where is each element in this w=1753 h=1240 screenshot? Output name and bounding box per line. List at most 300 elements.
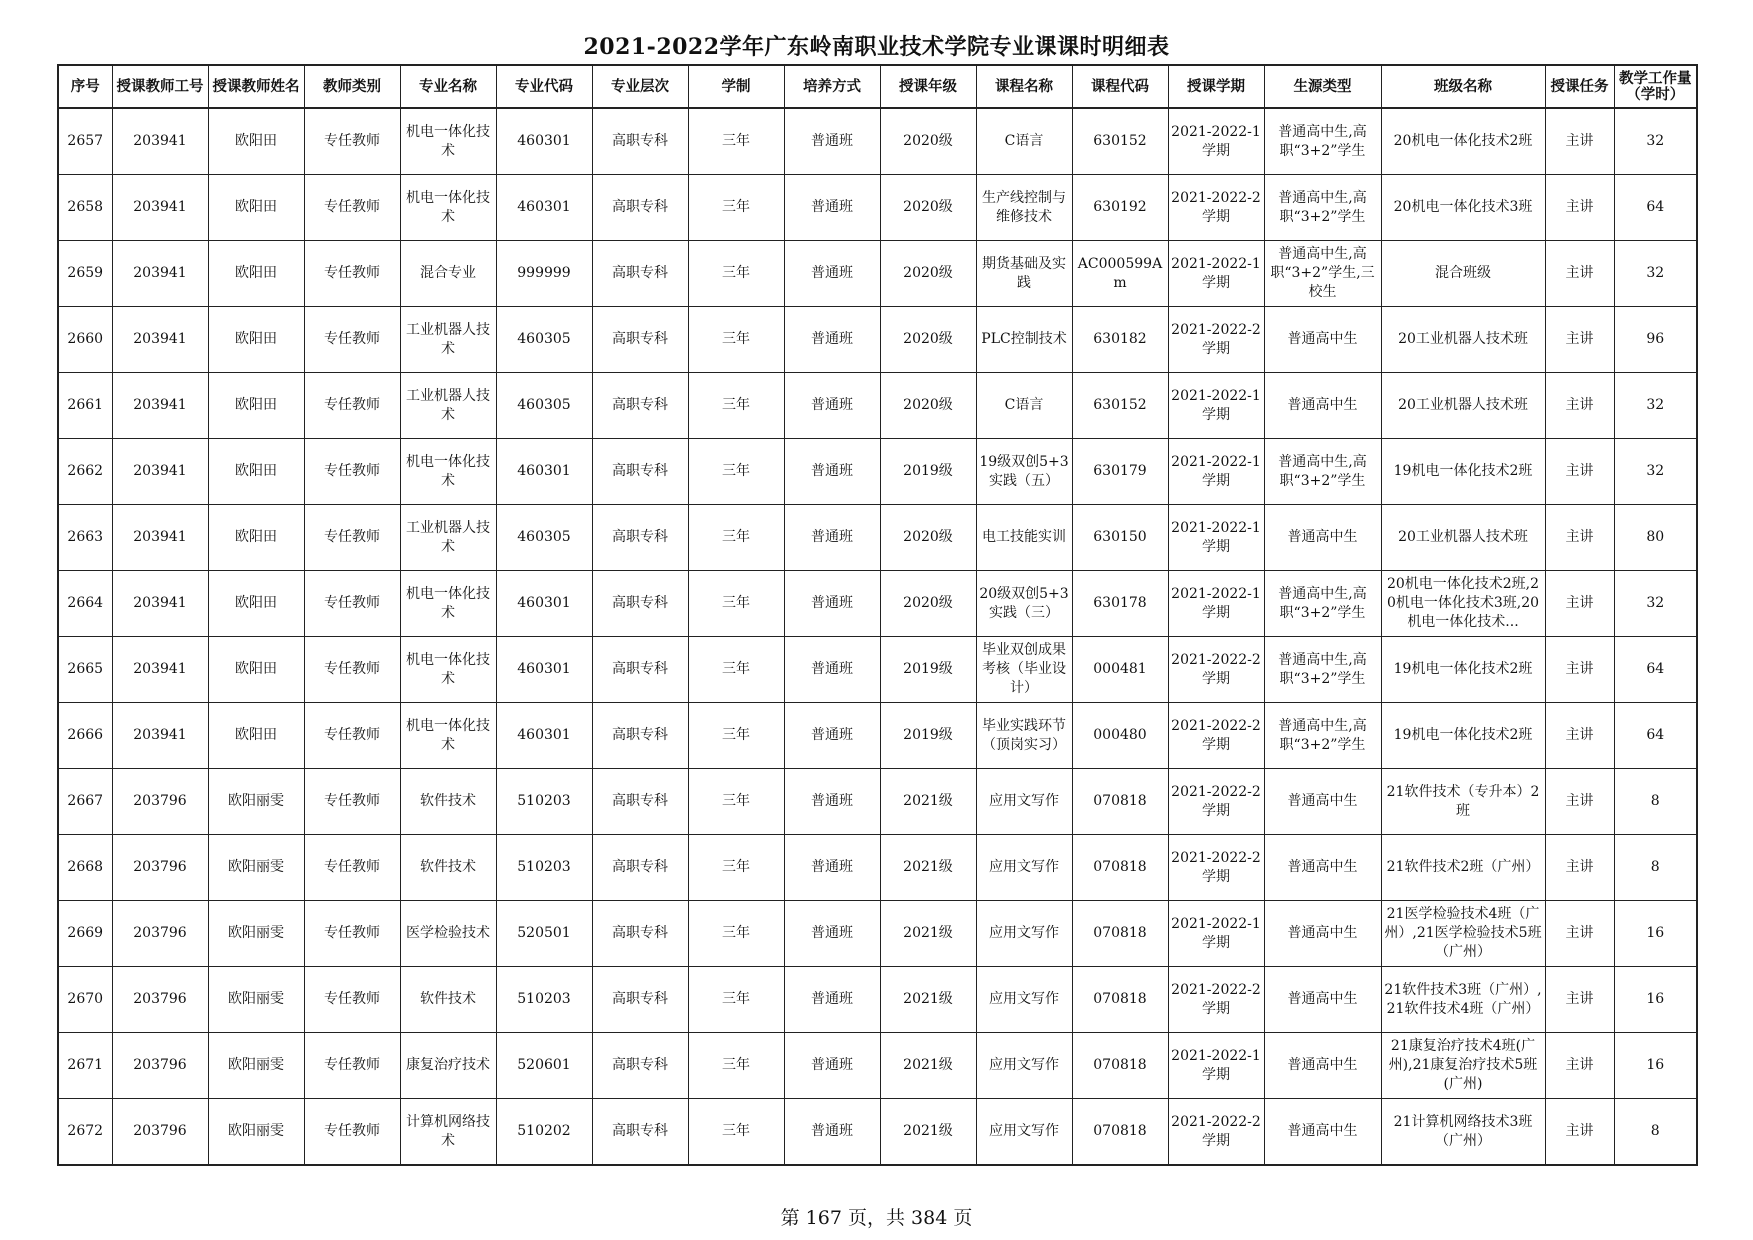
- table-cell: [784, 373, 880, 439]
- table-cell: [1072, 307, 1168, 373]
- table-row: [58, 769, 1697, 835]
- table-cell: [592, 835, 688, 901]
- table-cell: [1072, 1033, 1168, 1099]
- table-cell: [400, 175, 496, 241]
- table-cell: [592, 175, 688, 241]
- table-cell: [1264, 439, 1381, 505]
- cell-text: 主讲: [1565, 529, 1594, 545]
- table-cell: [1545, 835, 1614, 901]
- table-cell: [1381, 505, 1545, 571]
- cell-text: 普通高中生,高职“3+2”学生: [1278, 717, 1367, 753]
- table-cell: [58, 637, 112, 703]
- cell-text: 2021-2022-2学期: [1171, 651, 1261, 687]
- cell-text: 16: [1646, 991, 1665, 1007]
- table-cell: [1614, 1033, 1697, 1099]
- table-cell: [592, 108, 688, 175]
- cell-text: 20机电一体化技术3班: [1393, 199, 1533, 215]
- cell-text: 主讲: [1565, 397, 1594, 413]
- table-cell: [112, 241, 208, 307]
- table-cell: [1545, 175, 1614, 241]
- cell-text: 2663: [67, 529, 104, 545]
- cell-text: 460305: [517, 397, 571, 413]
- cell-text: 80: [1646, 529, 1665, 545]
- cell-text: 2660: [67, 331, 104, 347]
- table-cell: [688, 967, 784, 1033]
- table-row: [58, 835, 1697, 901]
- table-row: [58, 175, 1697, 241]
- cell-text: 高职专科: [612, 331, 668, 347]
- table-cell: [1381, 108, 1545, 175]
- cell-text: 070818: [1093, 925, 1147, 941]
- cell-text: 203941: [133, 331, 187, 347]
- cell-text: 000481: [1093, 661, 1147, 677]
- table-cell: [592, 241, 688, 307]
- cell-text: 专任教师: [324, 133, 380, 149]
- cell-text: 高职专科: [612, 925, 668, 941]
- table-cell: [112, 1099, 208, 1166]
- cell-text: 21计算机网络技术3班（广州）: [1393, 1113, 1533, 1149]
- cell-text: 2020级: [903, 331, 953, 347]
- table-cell: [592, 571, 688, 637]
- cell-text: 20工业机器人技术班: [1398, 331, 1528, 347]
- table-cell: [1168, 175, 1264, 241]
- table-cell: [1264, 967, 1381, 1033]
- cell-text: 2658: [67, 199, 104, 215]
- cell-text: 软件技术: [420, 793, 476, 809]
- cell-text: 630150: [1093, 529, 1147, 545]
- table-cell: [1264, 1099, 1381, 1166]
- cell-text: 高职专科: [612, 595, 668, 611]
- cell-text: 19机电一体化技术2班: [1393, 727, 1533, 743]
- table-cell: [304, 108, 400, 175]
- table-cell: [1614, 373, 1697, 439]
- table-cell: [1614, 835, 1697, 901]
- table-row: [58, 307, 1697, 373]
- cell-text: 欧阳丽雯: [228, 1057, 284, 1073]
- table-cell: [112, 901, 208, 967]
- column-header: 授课年级: [880, 65, 976, 108]
- cell-text: 21康复治疗技术4班(广州),21康复治疗技术5班(广州): [1388, 1038, 1538, 1092]
- cell-text: 2671: [67, 1057, 104, 1073]
- cell-text: 三年: [722, 529, 750, 545]
- table-cell: [1072, 637, 1168, 703]
- cell-text: 普通高中生,高职“3+2”学生,三校生: [1270, 246, 1375, 300]
- cell-text: C语言: [1004, 133, 1044, 149]
- cell-text: 普通高中生: [1287, 529, 1358, 545]
- table-row: [58, 637, 1697, 703]
- table-cell: [304, 241, 400, 307]
- cell-text: 19级双创5+3实践（五）: [979, 453, 1069, 489]
- table-cell: [400, 571, 496, 637]
- table-cell: [58, 1099, 112, 1166]
- table-cell: [1168, 967, 1264, 1033]
- table-cell: [784, 967, 880, 1033]
- table-cell: [58, 175, 112, 241]
- cell-text: 070818: [1093, 1057, 1147, 1073]
- cell-text: 2020级: [903, 529, 953, 545]
- table-cell: [688, 769, 784, 835]
- cell-text: 2665: [67, 661, 104, 677]
- cell-text: 混合专业: [420, 265, 476, 281]
- cell-text: 203796: [133, 925, 187, 941]
- cell-text: 19机电一体化技术2班: [1393, 661, 1533, 677]
- table-cell: [784, 175, 880, 241]
- cell-text: 460301: [517, 727, 571, 743]
- table-cell: [304, 1099, 400, 1166]
- cell-text: 机电一体化技术: [406, 189, 490, 225]
- cell-text: 21软件技术3班（广州）,21软件技术4班（广州）: [1384, 981, 1542, 1017]
- table-cell: [304, 307, 400, 373]
- cell-text: 专任教师: [324, 331, 380, 347]
- cell-text: 203796: [133, 991, 187, 1007]
- table-cell: [1168, 307, 1264, 373]
- cell-text: 主讲: [1565, 595, 1594, 611]
- table-cell: [1381, 241, 1545, 307]
- cell-text: 普通班: [811, 463, 853, 479]
- table-cell: [58, 571, 112, 637]
- table-cell: [1264, 505, 1381, 571]
- cell-text: 510203: [517, 859, 571, 875]
- cell-text: 专任教师: [324, 1123, 380, 1139]
- cell-text: 三年: [722, 199, 750, 215]
- cell-text: 20工业机器人技术班: [1398, 529, 1528, 545]
- table-cell: [1381, 571, 1545, 637]
- cell-text: 999999: [517, 265, 571, 281]
- cell-text: 生产线控制与维修技术: [982, 189, 1066, 225]
- cell-text: 2021级: [903, 1057, 953, 1073]
- cell-text: 普通高中生: [1287, 793, 1358, 809]
- table-cell: [1381, 835, 1545, 901]
- cell-text: 欧阳田: [235, 529, 277, 545]
- cell-text: 专任教师: [324, 463, 380, 479]
- table-cell: [592, 1099, 688, 1166]
- cell-text: 070818: [1093, 859, 1147, 875]
- cell-text: 主讲: [1565, 1123, 1594, 1139]
- table-cell: [1614, 967, 1697, 1033]
- table-row: [58, 901, 1697, 967]
- cell-text: 普通班: [811, 397, 853, 413]
- cell-text: 2020级: [903, 265, 953, 281]
- table-header-row: [58, 65, 1697, 108]
- cell-text: 普通高中生,高职“3+2”学生: [1278, 585, 1367, 621]
- table-cell: [58, 901, 112, 967]
- table-cell: [592, 637, 688, 703]
- cell-text: 20工业机器人技术班: [1398, 397, 1528, 413]
- table-cell: [688, 1033, 784, 1099]
- table-cell: [1545, 373, 1614, 439]
- table-cell: [784, 505, 880, 571]
- cell-text: 2021级: [903, 859, 953, 875]
- table-cell: [688, 241, 784, 307]
- table-cell: [112, 835, 208, 901]
- table-cell: [784, 901, 880, 967]
- table-cell: [400, 241, 496, 307]
- cell-text: 普通班: [811, 595, 853, 611]
- table-cell: [880, 967, 976, 1033]
- cell-text: 主讲: [1565, 331, 1594, 347]
- cell-text: 2661: [67, 397, 104, 413]
- table-cell: [1072, 571, 1168, 637]
- cell-text: PLC控制技术: [981, 331, 1067, 347]
- column-header: 授课学期: [1168, 65, 1264, 108]
- cell-text: 普通高中生: [1287, 991, 1358, 1007]
- cell-text: 64: [1646, 199, 1665, 215]
- table-cell: [1545, 1033, 1614, 1099]
- cell-text: 软件技术: [420, 859, 476, 875]
- cell-text: 510203: [517, 793, 571, 809]
- table-cell: [1072, 505, 1168, 571]
- table-cell: [304, 1033, 400, 1099]
- cell-text: 欧阳田: [235, 727, 277, 743]
- cell-text: 专任教师: [324, 793, 380, 809]
- table-cell: [208, 307, 304, 373]
- table-cell: [112, 439, 208, 505]
- cell-text: 高职专科: [612, 397, 668, 413]
- cell-text: 2668: [67, 859, 104, 875]
- cell-text: 毕业双创成果考核（毕业设计）: [982, 642, 1066, 696]
- cell-text: 203796: [133, 859, 187, 875]
- table-cell: [208, 1033, 304, 1099]
- cell-text: AC000599Am: [1077, 255, 1163, 291]
- cell-text: 应用文写作: [989, 1057, 1059, 1073]
- cell-text: 460301: [517, 595, 571, 611]
- cell-text: 460305: [517, 529, 571, 545]
- table-cell: [496, 901, 592, 967]
- cell-text: 2672: [67, 1123, 104, 1139]
- cell-text: 专任教师: [324, 1057, 380, 1073]
- table-cell: [1168, 1099, 1264, 1166]
- table-cell: [976, 967, 1072, 1033]
- table-cell: [112, 571, 208, 637]
- cell-text: 主讲: [1565, 661, 1594, 677]
- cell-text: 欧阳田: [235, 331, 277, 347]
- cell-text: 203796: [133, 1123, 187, 1139]
- cell-text: 普通班: [811, 265, 853, 281]
- table-cell: [400, 835, 496, 901]
- table-cell: [1168, 439, 1264, 505]
- course-hours-table: [57, 64, 1698, 1166]
- cell-text: 19机电一体化技术2班: [1393, 463, 1533, 479]
- cell-text: 主讲: [1565, 199, 1594, 215]
- cell-text: 普通班: [811, 859, 853, 875]
- cell-text: 主讲: [1565, 793, 1594, 809]
- cell-text: 21医学检验技术4班（广州）,21医学检验技术5班（广州）: [1384, 906, 1542, 960]
- table-cell: [1381, 439, 1545, 505]
- cell-text: 电工技能实训: [982, 529, 1066, 545]
- table-cell: [112, 1033, 208, 1099]
- table-cell: [976, 835, 1072, 901]
- cell-text: 2020级: [903, 133, 953, 149]
- cell-text: 软件技术: [420, 991, 476, 1007]
- table-cell: [1614, 108, 1697, 175]
- table-cell: [1614, 769, 1697, 835]
- table-cell: [1381, 967, 1545, 1033]
- table-cell: [592, 769, 688, 835]
- cell-text: 欧阳丽雯: [228, 925, 284, 941]
- cell-text: 2662: [67, 463, 104, 479]
- cell-text: 高职专科: [612, 199, 668, 215]
- table-cell: [1614, 571, 1697, 637]
- cell-text: 应用文写作: [989, 991, 1059, 1007]
- table-cell: [1545, 439, 1614, 505]
- cell-text: 普通高中生: [1287, 859, 1358, 875]
- table-cell: [688, 835, 784, 901]
- cell-text: 2021-2022-2学期: [1171, 1113, 1261, 1149]
- cell-text: 32: [1646, 595, 1665, 611]
- table-cell: [208, 637, 304, 703]
- table-cell: [208, 835, 304, 901]
- table-cell: [496, 175, 592, 241]
- table-cell: [976, 175, 1072, 241]
- table-cell: [688, 703, 784, 769]
- cell-text: 康复治疗技术: [406, 1057, 490, 1073]
- table-cell: [1072, 439, 1168, 505]
- table-cell: [1381, 769, 1545, 835]
- column-header: 教学工作量（学时）: [1614, 65, 1697, 108]
- table-cell: [1614, 1099, 1697, 1166]
- table-cell: [400, 901, 496, 967]
- cell-text: 专任教师: [324, 925, 380, 941]
- table-cell: [880, 373, 976, 439]
- table-cell: [880, 703, 976, 769]
- cell-text: 欧阳丽雯: [228, 859, 284, 875]
- cell-text: 32: [1646, 265, 1665, 281]
- cell-text: 2019级: [903, 727, 953, 743]
- table-cell: [1545, 967, 1614, 1033]
- cell-text: 普通班: [811, 727, 853, 743]
- table-cell: [880, 571, 976, 637]
- cell-text: 2021-2022-2学期: [1171, 783, 1261, 819]
- cell-text: 专任教师: [324, 529, 380, 545]
- page-footer: 第 167 页，共 384 页: [780, 1207, 973, 1229]
- table-cell: [1381, 1099, 1545, 1166]
- table-cell: [304, 637, 400, 703]
- cell-text: 三年: [722, 925, 750, 941]
- cell-text: 高职专科: [612, 265, 668, 281]
- table-cell: [1072, 835, 1168, 901]
- cell-text: 三年: [722, 991, 750, 1007]
- cell-text: 主讲: [1565, 727, 1594, 743]
- table-cell: [1545, 505, 1614, 571]
- column-header: 专业层次: [592, 65, 688, 108]
- table-cell: [1614, 703, 1697, 769]
- cell-text: 欧阳田: [235, 199, 277, 215]
- table-cell: [208, 703, 304, 769]
- table-cell: [880, 637, 976, 703]
- table-cell: [208, 1099, 304, 1166]
- table-row: [58, 108, 1697, 175]
- table-cell: [1264, 637, 1381, 703]
- cell-text: 三年: [722, 661, 750, 677]
- cell-text: 2657: [67, 133, 104, 149]
- table-cell: [1072, 175, 1168, 241]
- table-cell: [1168, 769, 1264, 835]
- cell-text: 2021级: [903, 1123, 953, 1139]
- table-row: [58, 505, 1697, 571]
- table-row: [58, 1033, 1697, 1099]
- table-cell: [496, 307, 592, 373]
- table-cell: [1168, 901, 1264, 967]
- table-cell: [880, 175, 976, 241]
- cell-text: 主讲: [1565, 1057, 1594, 1073]
- table-cell: [1168, 835, 1264, 901]
- cell-text: 203941: [133, 133, 187, 149]
- cell-text: 630182: [1093, 331, 1147, 347]
- cell-text: 2021-2022-1学期: [1171, 123, 1261, 159]
- column-header: 专业代码: [496, 65, 592, 108]
- cell-text: 460301: [517, 661, 571, 677]
- table-cell: [880, 505, 976, 571]
- cell-text: 计算机网络技术: [406, 1113, 490, 1149]
- table-cell: [496, 505, 592, 571]
- cell-text: 欧阳田: [235, 265, 277, 281]
- cell-text: 普通高中生: [1287, 331, 1358, 347]
- cell-text: 2021-2022-2学期: [1171, 321, 1261, 357]
- table-cell: [304, 439, 400, 505]
- table-cell: [112, 769, 208, 835]
- cell-text: 630179: [1093, 463, 1147, 479]
- cell-text: 203796: [133, 1057, 187, 1073]
- column-header: 序号: [58, 65, 112, 108]
- table-cell: [1381, 1033, 1545, 1099]
- table-cell: [496, 637, 592, 703]
- column-header: 授课教师姓名: [208, 65, 304, 108]
- cell-text: 专任教师: [324, 727, 380, 743]
- table-cell: [304, 373, 400, 439]
- table-cell: [496, 241, 592, 307]
- cell-text: 203941: [133, 463, 187, 479]
- table-cell: [1264, 703, 1381, 769]
- table-cell: [1072, 769, 1168, 835]
- table-cell: [112, 175, 208, 241]
- cell-text: 2021-2022-1学期: [1171, 585, 1261, 621]
- cell-text: 000480: [1093, 727, 1147, 743]
- table-row: [58, 967, 1697, 1033]
- cell-text: 2669: [67, 925, 104, 941]
- column-header: 学制: [688, 65, 784, 108]
- cell-text: 630192: [1093, 199, 1147, 215]
- cell-text: 630152: [1093, 397, 1147, 413]
- table-cell: [880, 241, 976, 307]
- cell-text: 主讲: [1565, 991, 1594, 1007]
- table-cell: [58, 307, 112, 373]
- cell-text: 高职专科: [612, 793, 668, 809]
- cell-text: 三年: [722, 793, 750, 809]
- table-cell: [58, 373, 112, 439]
- cell-text: 工业机器人技术: [406, 321, 490, 357]
- cell-text: 欧阳田: [235, 463, 277, 479]
- cell-text: 2021-2022-1学期: [1171, 519, 1261, 555]
- table-cell: [1264, 373, 1381, 439]
- cell-text: 专任教师: [324, 661, 380, 677]
- table-cell: [58, 505, 112, 571]
- cell-text: 070818: [1093, 1123, 1147, 1139]
- cell-text: 普通班: [811, 1057, 853, 1073]
- table-cell: [400, 307, 496, 373]
- table-cell: [58, 967, 112, 1033]
- table-cell: [1545, 703, 1614, 769]
- table-row: [58, 439, 1697, 505]
- cell-text: 普通班: [811, 133, 853, 149]
- cell-text: 510203: [517, 991, 571, 1007]
- cell-text: 普通班: [811, 331, 853, 347]
- table-cell: [496, 439, 592, 505]
- cell-text: 2019级: [903, 463, 953, 479]
- table-cell: [976, 571, 1072, 637]
- table-cell: [400, 505, 496, 571]
- table-cell: [688, 1099, 784, 1166]
- table-cell: [784, 1099, 880, 1166]
